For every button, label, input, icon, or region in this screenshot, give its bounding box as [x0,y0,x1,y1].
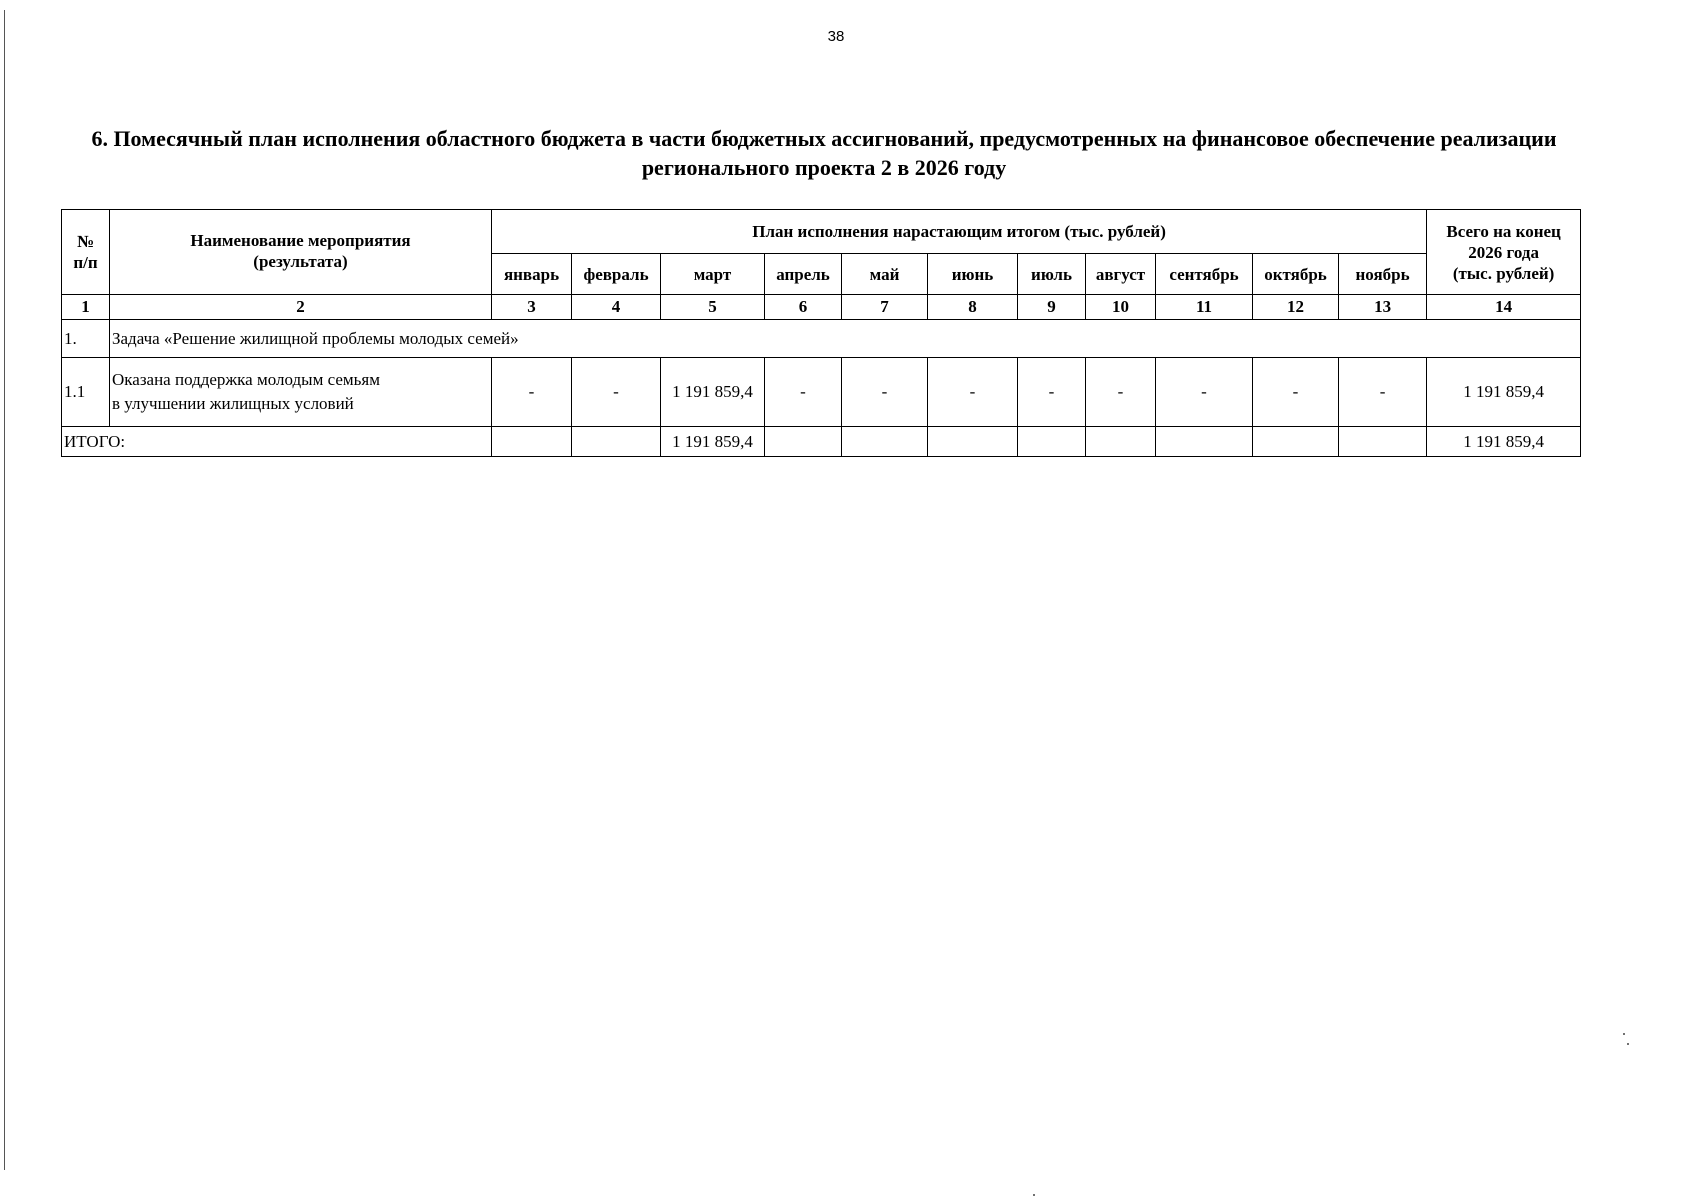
itogo-label: ИТОГО: [62,427,492,457]
task-row [62,320,1581,358]
scan-speck [1627,1043,1629,1045]
page-number: 38 [827,28,845,45]
item-number: 1.1 [62,358,110,427]
item-value: - [1086,358,1156,427]
header-month: февраль [572,254,661,295]
column-number: 9 [1018,295,1086,320]
page-edge-rule [4,10,5,1170]
header-month: ноябрь [1339,254,1427,295]
column-number: 1 [62,295,110,320]
header-month: июль [1018,254,1086,295]
column-number: 14 [1427,295,1581,320]
table-row [62,358,1581,427]
header-month: май [842,254,928,295]
header-num: № п/п [62,210,110,295]
item-value: - [1339,358,1427,427]
scan-speck [1033,1194,1035,1196]
column-number-row [62,295,1581,320]
column-number: 4 [572,295,661,320]
item-value: - [842,358,928,427]
column-number: 10 [1086,295,1156,320]
column-number: 8 [928,295,1018,320]
header-month: январь [492,254,572,295]
item-value: 1 191 859,4 [661,358,765,427]
itogo-value [1156,427,1253,457]
item-total: 1 191 859,4 [1427,358,1581,427]
document-title: 6. Помесячный план исполнения областного бюджета в части бюджетных ассигнований, предусмотренных на финансовое обеспечение реализации регионального проекта 2 в 2026 году [91,126,1557,180]
column-number: 12 [1253,295,1339,320]
item-value: - [765,358,842,427]
header-month: апрель [765,254,842,295]
itogo-value [1253,427,1339,457]
itogo-total: 1 191 859,4 [1427,427,1581,457]
item-value: - [1253,358,1339,427]
header-row-1 [62,210,1581,254]
itogo-value [765,427,842,457]
itogo-value [928,427,1018,457]
item-value: - [1018,358,1086,427]
itogo-value [572,427,661,457]
item-value: - [928,358,1018,427]
itogo-value [1086,427,1156,457]
column-number: 6 [765,295,842,320]
task-name: Задача «Решение жилищной проблемы молодых семей» [110,320,1581,358]
itogo-value [492,427,572,457]
item-value: - [492,358,572,427]
column-number: 11 [1156,295,1253,320]
itogo-value [1018,427,1086,457]
header-month: август [1086,254,1156,295]
itogo-row [62,427,1581,457]
column-number: 5 [661,295,765,320]
header-month: март [661,254,765,295]
column-number: 13 [1339,295,1427,320]
header-total: Всего на конец 2026 года (тыс. рублей) [1427,210,1581,295]
header-month: сентябрь [1156,254,1253,295]
item-value: - [572,358,661,427]
itogo-value: 1 191 859,4 [661,427,765,457]
itogo-value [1339,427,1427,457]
column-number: 3 [492,295,572,320]
task-number: 1. [62,320,110,358]
column-number: 7 [842,295,928,320]
budget-plan-table [61,209,1581,457]
header-plan: План исполнения нарастающим итогом (тыс. рублей) [492,210,1427,254]
itogo-value [842,427,928,457]
item-name: Оказана поддержка молодым семьям в улучшении жилищных условий [110,358,492,427]
item-value: - [1156,358,1253,427]
header-month: октябрь [1253,254,1339,295]
scan-speck [1623,1033,1625,1035]
column-number: 2 [110,295,492,320]
header-month: июнь [928,254,1018,295]
header-name: Наименование мероприятия (результата) [110,210,492,295]
